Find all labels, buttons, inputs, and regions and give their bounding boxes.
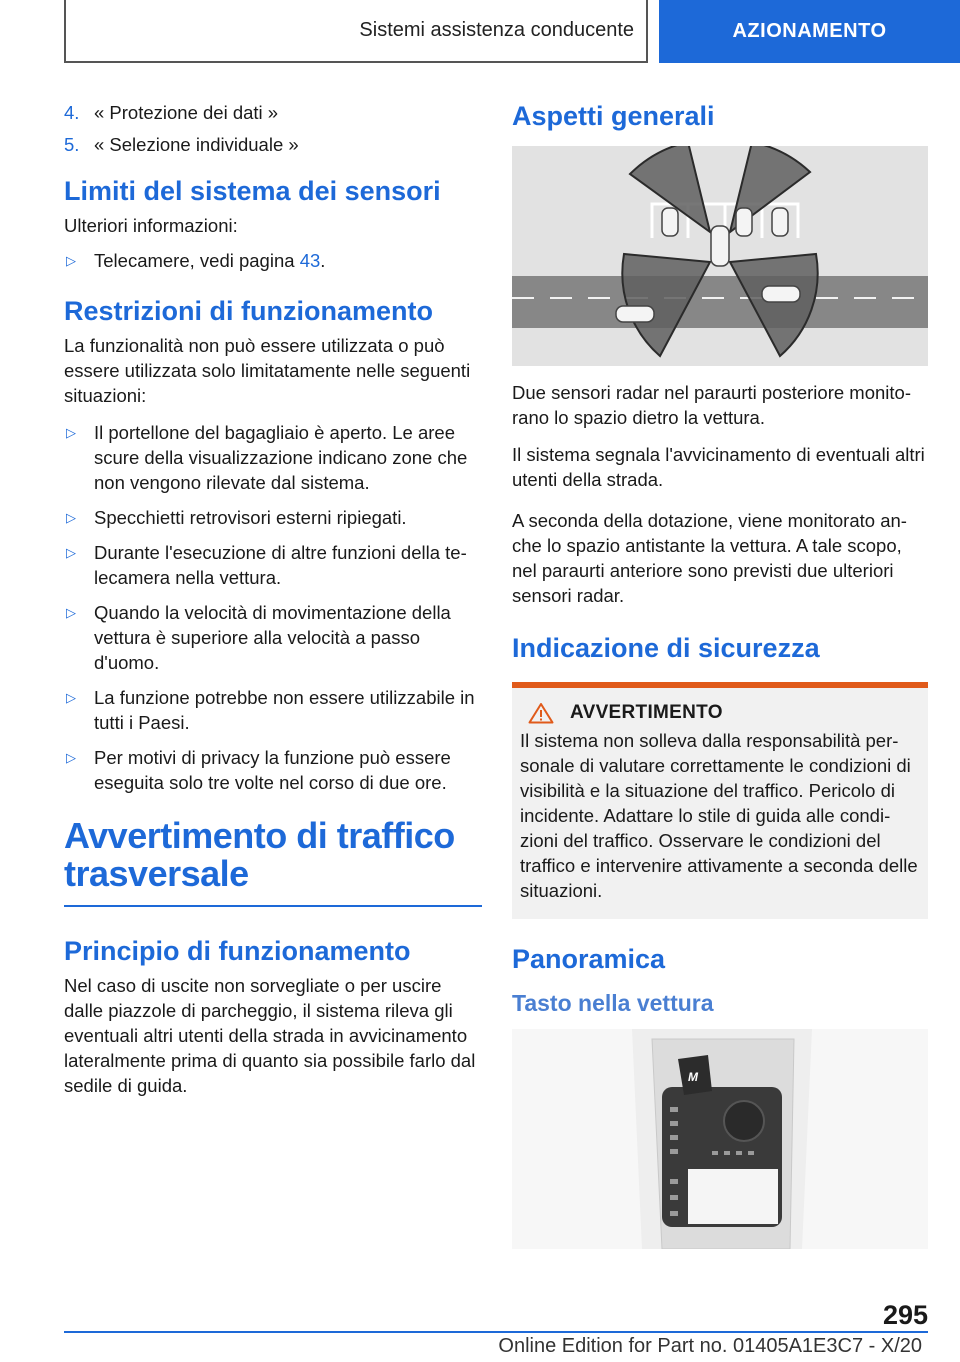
right-column bbox=[512, 100, 928, 1263]
limits-list bbox=[64, 248, 482, 273]
radar-diagram-image bbox=[512, 146, 928, 366]
list-item bbox=[64, 540, 482, 590]
general-paragraph-1: Due sensori radar nel paraurti posteriore monitorano lo spazio dietro la vettura. bbox=[512, 382, 911, 428]
console-figure bbox=[512, 1029, 928, 1249]
page-number: 295 bbox=[882, 1300, 928, 1330]
general-paragraph-3: A seconda della dotazione, viene monitorato anche lo spazio antistante la vettura. A tale scopo, nel paraurti anteriore sono previsti due ulteriori sensori radar. bbox=[512, 510, 907, 606]
list-text: Durante l'esecuzione di altre funzioni della telecamera nella vettura. bbox=[94, 542, 467, 588]
triangle-bullet-icon: ▷ bbox=[66, 690, 76, 705]
list-item bbox=[64, 420, 482, 495]
radar-diagram-figure bbox=[512, 146, 928, 366]
triangle-bullet-icon: ▷ bbox=[66, 510, 76, 525]
center-console-image bbox=[512, 1029, 928, 1249]
list-text: Quando la velocità di movimentazione della vettura è superiore alla velocità a passo d'uomo. bbox=[94, 602, 451, 673]
list-item bbox=[64, 745, 482, 795]
list-item bbox=[64, 132, 482, 157]
triangle-bullet-icon: ▷ bbox=[66, 605, 76, 620]
list-text: Specchietti retrovisori esterni ripiegati. bbox=[94, 507, 407, 528]
list-text: La funzione potrebbe non essere utilizzabile in tutti i Paesi. bbox=[94, 687, 475, 733]
section-heading-limits: Limiti del sistema dei sensori bbox=[64, 176, 441, 206]
list-text: « Protezione dei dati » bbox=[94, 102, 279, 123]
page-header bbox=[0, 0, 960, 66]
list-text: Telecamere, vedi pagina bbox=[94, 250, 300, 271]
triangle-bullet-icon: ▷ bbox=[66, 750, 76, 765]
section-heading-restrictions: Restrizioni di funzionamento bbox=[64, 296, 433, 326]
section-heading-safety: Indicazione di sicurezza bbox=[512, 633, 820, 663]
list-item bbox=[64, 505, 482, 530]
list-item bbox=[64, 248, 482, 273]
limits-intro: Ulteriori informazioni: bbox=[64, 215, 238, 236]
triangle-bullet-icon: ▷ bbox=[66, 545, 76, 560]
warning-title: AVVERTIMENTO bbox=[570, 702, 723, 723]
warning-header bbox=[520, 702, 920, 724]
page-link[interactable]: 43 bbox=[299, 250, 321, 271]
list-text: Il portellone del bagagliaio è aperto. Le aree scure della visualizzazione indicano zone che non vengono rilevate dal sistema. bbox=[94, 422, 468, 493]
console-logo: M bbox=[688, 1070, 698, 1084]
chapter-title: Avvertimento di traffico trasversale bbox=[64, 817, 482, 907]
warning-text: Il sistema non solleva dalla responsabilità personale di valutare correttamente le condizioni di visibilità e la situazione del traffico. Pericolo di incidente. Adattare lo stile di guida alle condizioni del traffico. Osservare le condizioni del traffico e intervenire attivamente a seconda delle situazioni. bbox=[520, 730, 918, 901]
page-footer bbox=[0, 1300, 960, 1362]
restrictions-list bbox=[64, 420, 482, 795]
list-text: Per motivi di privacy la funzione può essere eseguita solo tre volte nel corso di due ore. bbox=[94, 747, 451, 793]
section-heading-general: Aspetti generali bbox=[512, 101, 715, 131]
list-number: 4. bbox=[64, 102, 80, 123]
general-paragraph-2: Il sistema segnala l'avvicinamento di eventuali altri utenti della strada. bbox=[512, 444, 925, 490]
triangle-bullet-icon: ▷ bbox=[66, 253, 76, 268]
left-column bbox=[64, 100, 482, 1110]
principle-text: Nel caso di uscite non sorvegliate o per uscire dalle piazzole di parcheggio, il sistema rileva gli eventuali altri utenti della strada in avvicinamento lateralmente prima di quanto sia possibile farlo dal sedile di guida. bbox=[64, 975, 476, 1096]
list-text: « Selezione individuale » bbox=[94, 134, 299, 155]
warning-box bbox=[512, 682, 928, 919]
section-title: Sistemi assistenza conducente bbox=[64, 0, 648, 63]
section-heading-principle: Principio di funzionamento bbox=[64, 936, 411, 966]
chapter-tab[interactable]: AZIONAMENTO bbox=[659, 0, 960, 63]
list-item bbox=[64, 685, 482, 735]
edition-text: Online Edition for Part no. 01405A1E3C7 - X/20 bbox=[498, 1335, 922, 1357]
subheading-button: Tasto nella vettura bbox=[512, 990, 714, 1016]
warning-triangle-icon bbox=[528, 702, 554, 724]
list-item bbox=[64, 100, 482, 125]
list-text-end: . bbox=[320, 250, 326, 271]
list-number: 5. bbox=[64, 134, 80, 155]
triangle-bullet-icon: ▷ bbox=[66, 425, 76, 440]
section-heading-overview: Panoramica bbox=[512, 944, 666, 974]
restrictions-intro: La funzionalità non può essere utilizzata o può essere utilizzata solo limitatamente nelle seguenti situazioni: bbox=[64, 335, 471, 406]
numbered-list bbox=[64, 100, 482, 157]
footer-divider bbox=[64, 1331, 928, 1333]
list-item bbox=[64, 600, 482, 675]
